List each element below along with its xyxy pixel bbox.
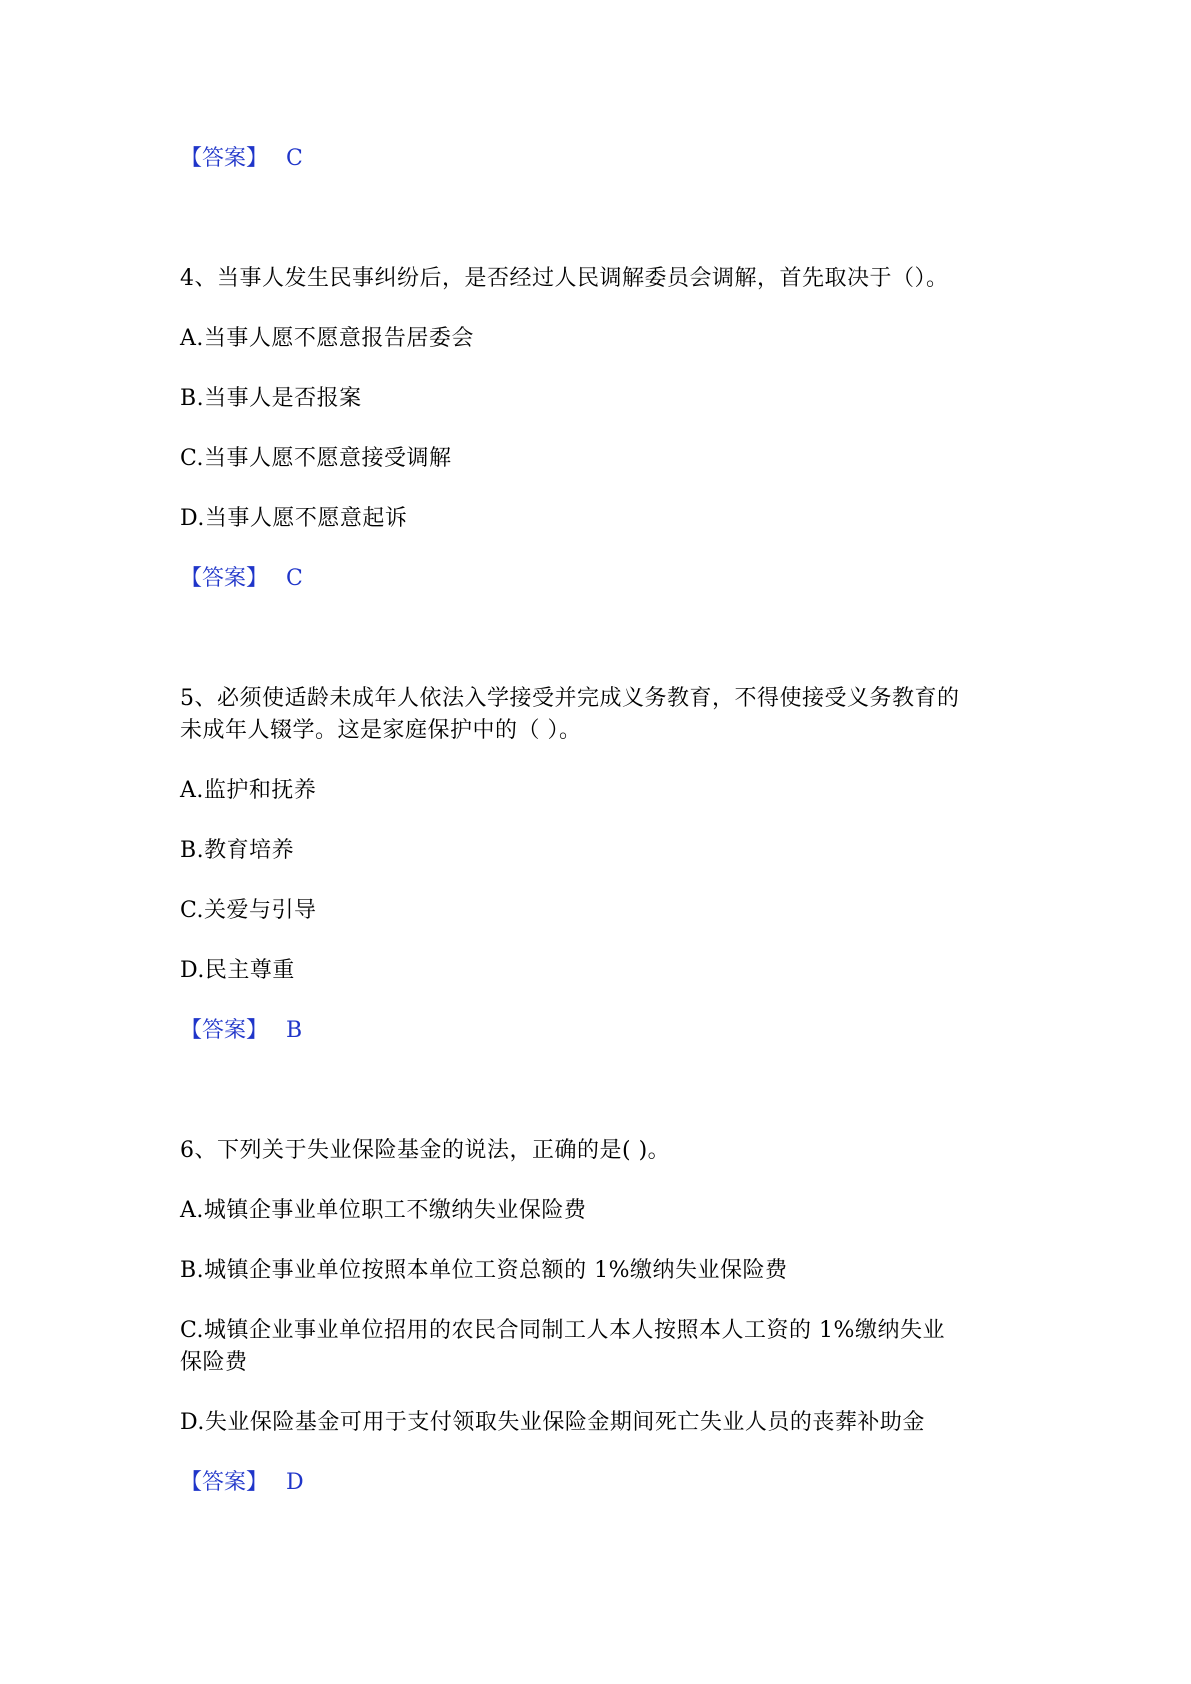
- answer-letter: C: [286, 146, 303, 171]
- question-stem: 4、当事人发生民事纠纷后，是否经过人民调解委员会调解，首先取决于（）。: [180, 266, 949, 291]
- answer-line: [180, 1015, 302, 1047]
- answer-line: [180, 1467, 304, 1499]
- answer-line: [180, 143, 303, 175]
- option-a: A.监护和抚养: [180, 778, 317, 803]
- option-b: B.教育培养: [180, 838, 295, 863]
- answer-label: 【答案】: [180, 566, 269, 591]
- option-b: B.当事人是否报案: [180, 386, 362, 411]
- question-stem: 6、下列关于失业保险基金的说法，正确的是( )。: [180, 1138, 671, 1163]
- option-b: B.城镇企事业单位按照本单位工资总额的 1%缴纳失业保险费: [180, 1258, 788, 1283]
- option-c: C.城镇企业事业单位招用的农民合同制工人本人按照本人工资的 1%缴纳失业: [180, 1318, 945, 1343]
- option-d: D.当事人愿不愿意起诉: [180, 506, 408, 531]
- question-stem: 5、必须使适龄未成年人依法入学接受并完成义务教育，不得使接受义务教育的: [180, 686, 960, 711]
- answer-letter: D: [286, 1470, 304, 1495]
- question-stem-cont: 未成年人辍学。这是家庭保护中的（ ）。: [180, 718, 582, 743]
- option-c-cont: 保险费: [180, 1350, 248, 1375]
- option-d: D.民主尊重: [180, 958, 295, 983]
- answer-label: 【答案】: [180, 1018, 269, 1043]
- answer-label: 【答案】: [180, 146, 269, 171]
- answer-line: [180, 563, 303, 595]
- answer-letter: B: [286, 1018, 303, 1043]
- option-a: A.当事人愿不愿意报告居委会: [180, 326, 474, 351]
- answer-letter: C: [286, 566, 303, 591]
- option-c: C.关爱与引导: [180, 898, 317, 923]
- option-d: D.失业保险基金可用于支付领取失业保险金期间死亡失业人员的丧葬补助金: [180, 1410, 925, 1435]
- option-a: A.城镇企事业单位职工不缴纳失业保险费: [180, 1198, 587, 1223]
- option-c: C.当事人愿不愿意接受调解: [180, 446, 452, 471]
- answer-label: 【答案】: [180, 1470, 269, 1495]
